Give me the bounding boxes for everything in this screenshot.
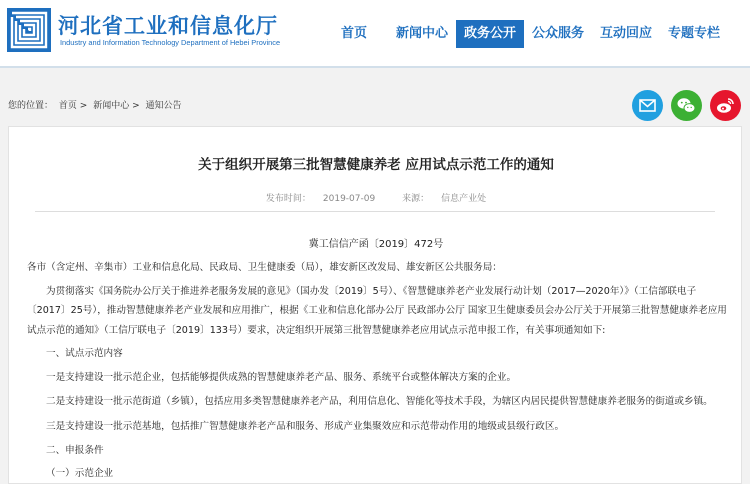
article-body bbox=[27, 258, 727, 484]
publish-info bbox=[260, 194, 381, 204]
maze-seal-logo-icon bbox=[7, 8, 51, 52]
breadcrumb-separator: > bbox=[79, 101, 88, 111]
site-logo[interactable] bbox=[7, 8, 51, 52]
breadcrumb bbox=[8, 98, 182, 111]
subsection-heading: （一）示范企业 bbox=[46, 468, 114, 480]
source-info bbox=[396, 194, 492, 204]
breadcrumb-link-home[interactable]: 首页 bbox=[58, 101, 77, 111]
site-subtitle: Industry and Information Technology Department of Hebei Province bbox=[60, 38, 281, 47]
share-email-button[interactable] bbox=[632, 90, 663, 121]
body-paragraph: 为贯彻落实《国务院办公厅关于推进养老服务发展的意见》（国办发〔2019〕5号）、《智慧健康养老产业发展行动计划（2017—2020年）》（工信部联电子〔2017〕25号），推动智慧健康养老产业发展和应用推广，根据《工业和信息化部办公厅 民政部办公厅 国家卫生健康委员会办公厅关于开展第三批智慧健康养老应用试点示范的通知》（工信厅联电子〔2019〕133号）要求，决定组织开展第三批智慧健康养老应用试点示范申报工作，有关事项通知如下: bbox=[27, 285, 727, 336]
share-weibo-button[interactable] bbox=[710, 90, 741, 121]
publish-date: 2019-07-09 bbox=[322, 194, 376, 204]
share-wechat-button[interactable] bbox=[671, 90, 702, 121]
source-label: 来源： bbox=[402, 194, 430, 204]
breadcrumb-link-notices[interactable]: 通知公告 bbox=[145, 101, 182, 111]
breadcrumb-prefix: 您的位置： bbox=[8, 101, 54, 111]
section-heading: 二、申报条件 bbox=[46, 444, 104, 456]
header-divider bbox=[0, 66, 750, 68]
site-title: 河北省工业和信息化厅 bbox=[58, 14, 278, 38]
meta-divider bbox=[35, 211, 715, 212]
nav-item-special-topics[interactable]: 专题专栏 bbox=[668, 26, 721, 41]
nav-item-home[interactable]: 首页 bbox=[341, 26, 368, 41]
document-number: 冀工信信产函〔2019〕472号 bbox=[308, 239, 444, 250]
nav-item-news[interactable]: 新闻中心 bbox=[396, 26, 449, 41]
body-paragraph-addressee: 各市（含定州、辛集市）工业和信息化局、民政局、卫生健康委（局），雄安新区改发局、雄安新区公共服务局： bbox=[27, 262, 502, 273]
nav-item-interaction[interactable]: 互动回应 bbox=[600, 26, 653, 41]
breadcrumb-separator: > bbox=[132, 101, 140, 111]
source-value: 信息产业处 bbox=[441, 194, 487, 204]
article-title: 关于组织开展第三批智慧健康养老 应用试点示范工作的通知 bbox=[198, 157, 554, 173]
publish-label: 发布时间： bbox=[265, 194, 311, 204]
article-panel bbox=[8, 126, 742, 484]
site-header bbox=[0, 0, 750, 66]
body-paragraph: 二是支持建设一批示范街道（乡镇），包括应用多类智慧健康养老产品，利用信息化、智能化等技术手段，为辖区内居民提供智慧健康养老服务的街道或乡镇。 bbox=[46, 395, 713, 407]
weibo-icon bbox=[710, 90, 741, 121]
section-heading: 一、试点示范内容 bbox=[46, 348, 123, 360]
nav-item-government-affairs[interactable]: 政务公开 bbox=[456, 20, 524, 48]
nav-item-public-services[interactable]: 公众服务 bbox=[532, 26, 585, 41]
body-paragraph: 一是支持建设一批示范企业，包括能够提供成熟的智慧健康养老产品、服务、系统平台或整体解决方案的企业。 bbox=[46, 371, 517, 383]
breadcrumb-link-news[interactable]: 新闻中心 bbox=[93, 101, 130, 111]
article-meta bbox=[9, 191, 742, 204]
envelope-icon bbox=[632, 90, 663, 121]
body-paragraph: 三是支持建设一批示范基地，包括推广智慧健康养老产品和服务、形成产业集聚效应和示范带动作用的地级或县级行政区。 bbox=[46, 421, 565, 433]
wechat-icon bbox=[671, 90, 702, 121]
